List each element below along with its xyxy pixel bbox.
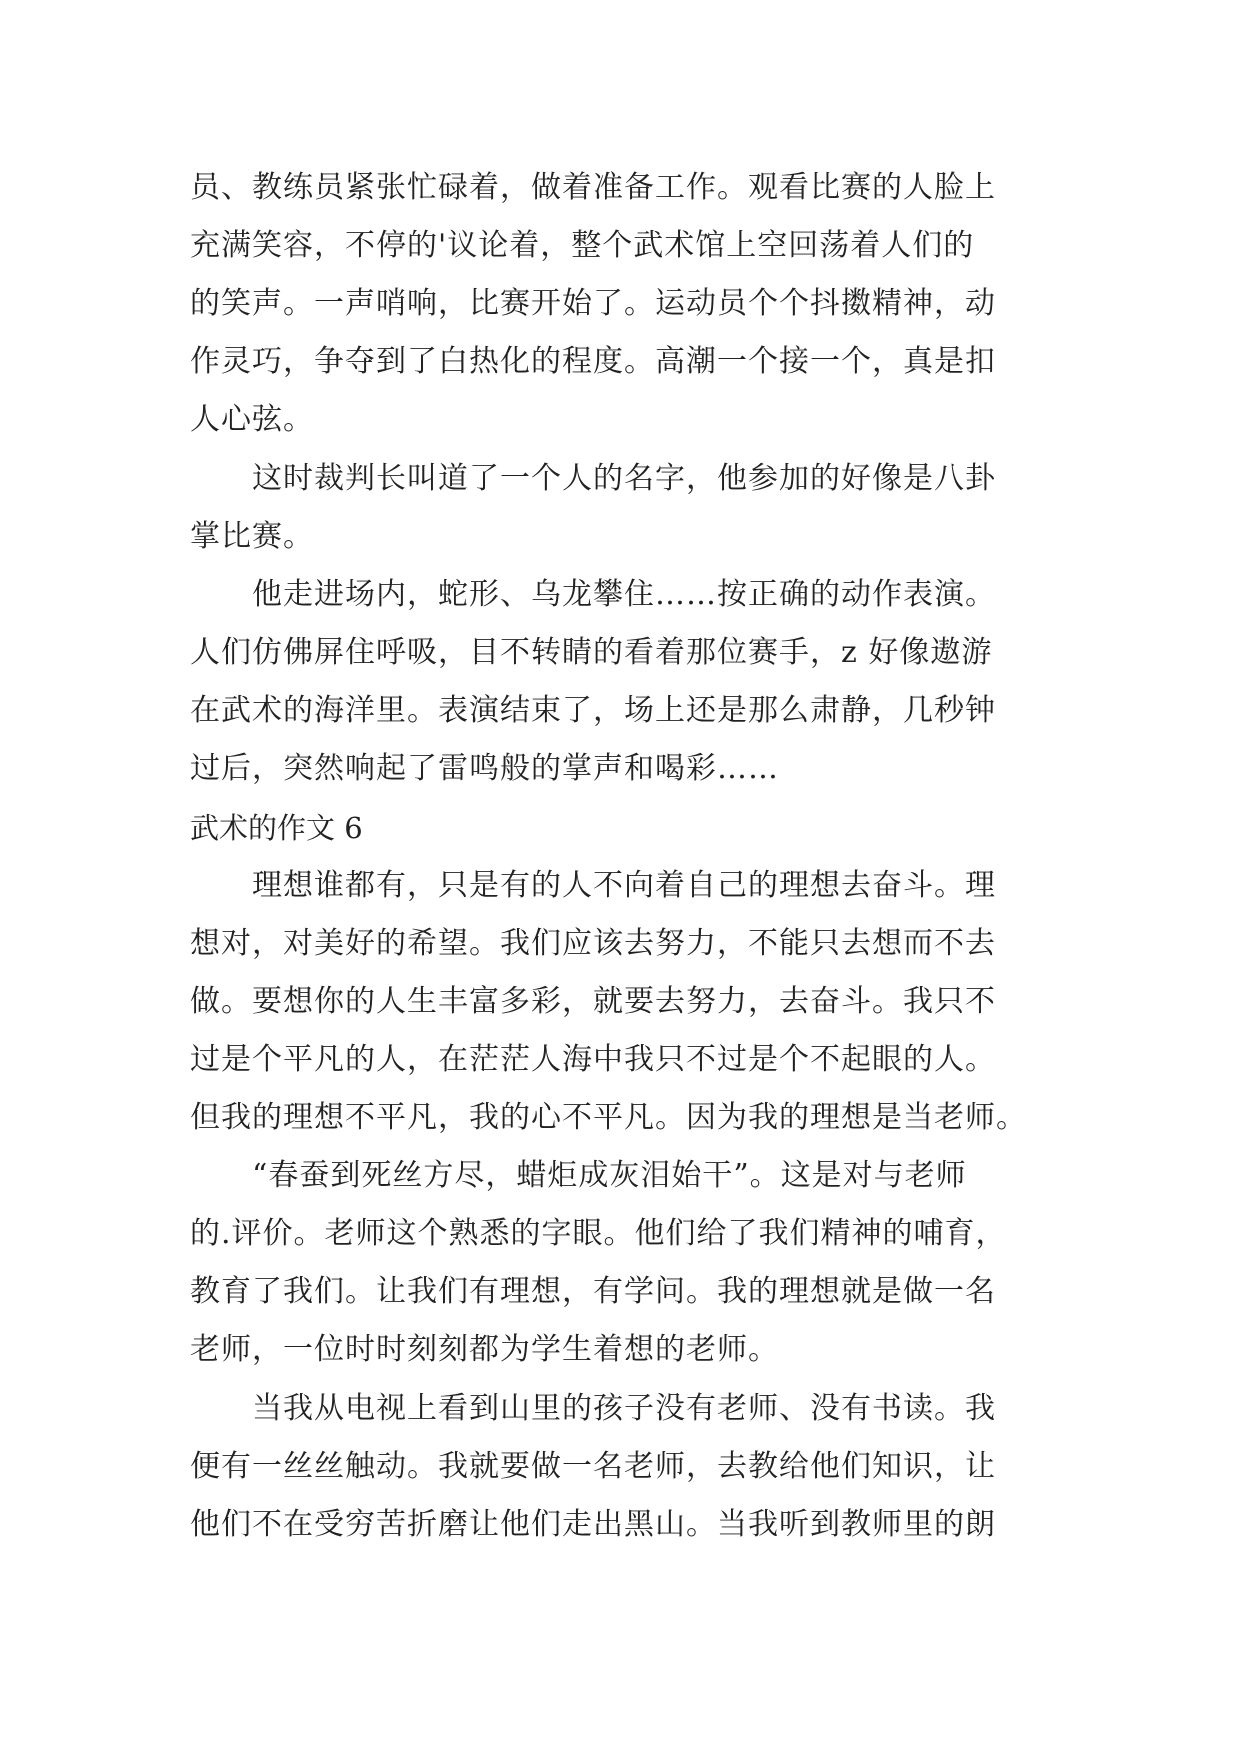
text-line: 在武术的海洋里。表演结束了，场上还是那么肃静，几秒钟 <box>190 693 996 728</box>
text-line: 员、教练员紧张忙碌着，做着准备工作。观看比赛的人脸上 <box>190 170 996 205</box>
text-line: 老师，一位时时刻刻都为学生着想的老师。 <box>190 1332 779 1367</box>
text-line: 作灵巧，争夺到了白热化的程度。高潮一个接一个，真是扣 <box>190 344 996 379</box>
section-heading: 武术的作文 6 <box>190 811 363 845</box>
text-line: 想对，对美好的希望。我们应该去努力，不能只去想而不去 <box>190 926 996 961</box>
text-line: 当我从电视上看到山里的孩子没有老师、没有书读。我 <box>190 1391 996 1426</box>
text-line: 但我的理想不平凡，我的心不平凡。因为我的理想是当老师。 <box>190 1100 1027 1135</box>
text-line: 便有一丝丝触动。我就要做一名老师，去教给他们知识，让 <box>190 1449 996 1484</box>
text-line: 的笑声。一声哨响，比赛开始了。运动员个个抖擞精神，动 <box>190 286 996 321</box>
text-line: 人心弦。 <box>190 402 314 437</box>
text-line: 教育了我们。让我们有理想，有学问。我的理想就是做一名 <box>190 1274 996 1309</box>
text-line: 这时裁判长叫道了一个人的名字，他参加的好像是八卦 <box>190 461 996 496</box>
text-line: 掌比赛。 <box>190 519 314 554</box>
text-line: 的.评价。老师这个熟悉的字眼。他们给了我们精神的哺育， <box>190 1216 1007 1251</box>
text-line: 理想谁都有，只是有的人不向着自己的理想去奋斗。理 <box>190 868 996 903</box>
text-line: 充满笑容，不停的'议论着，整个武术馆上空回荡着人们的 <box>190 228 975 263</box>
text-line: 他走进场内，蛇形、乌龙攀住……按正确的动作表演。 <box>190 577 996 612</box>
text-line: 人们仿佛屏住呼吸，目不转睛的看着那位赛手，z 好像遨游 <box>190 635 993 670</box>
text-line: 他们不在受穷苦折磨让他们走出黑山。当我听到教师里的朗 <box>190 1507 996 1542</box>
text-line: 过后，突然响起了雷鸣般的掌声和喝彩…… <box>190 751 779 786</box>
text-line: “春蚕到死丝方尽，蜡炬成灰泪始干”。这是对与老师 <box>190 1158 967 1193</box>
text-line: 做。要想你的人生丰富多彩，就要去努力，去奋斗。我只不 <box>190 984 996 1019</box>
text-line: 过是个平凡的人，在茫茫人海中我只不过是个不起眼的人。 <box>190 1042 996 1077</box>
